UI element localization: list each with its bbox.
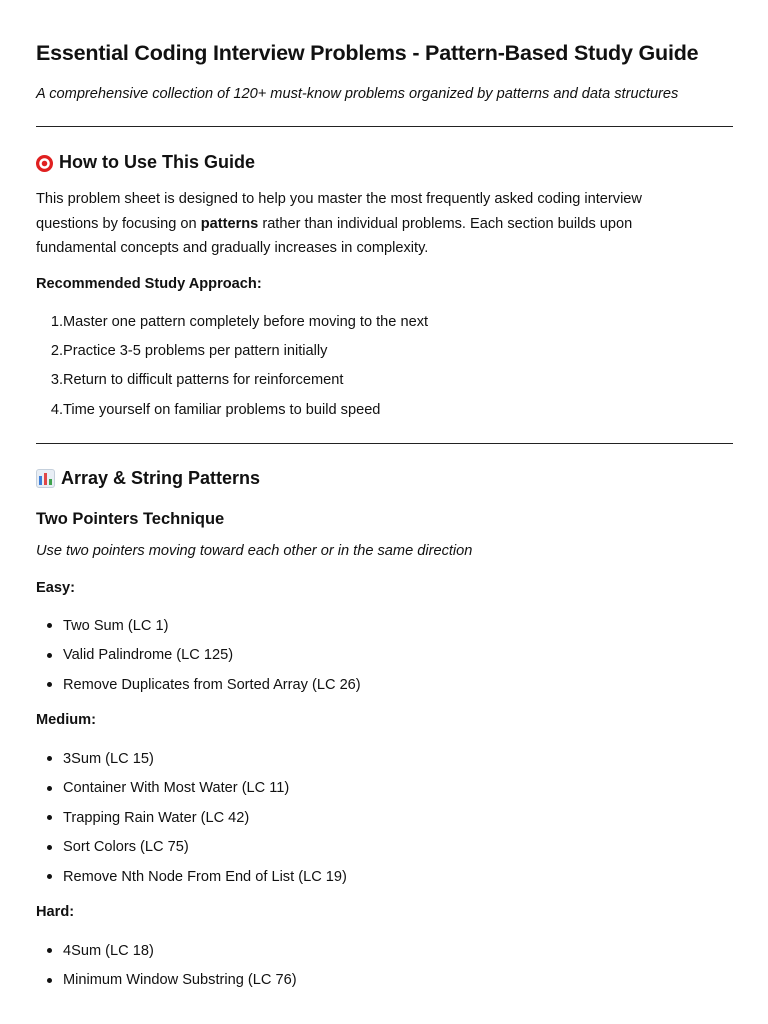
list-item: Remove Nth Node From End of List (LC 19) xyxy=(36,862,347,892)
step-text: Practice 3-5 problems per pattern initially xyxy=(63,342,328,359)
list-item: Valid Palindrome (LC 125) xyxy=(36,641,361,671)
step-number: 4. xyxy=(50,401,63,418)
step-text: Time yourself on familiar problems to build speed xyxy=(63,401,381,418)
hard-problem-list xyxy=(36,936,297,995)
step-number: 3. xyxy=(50,372,63,389)
study-steps-list xyxy=(36,307,428,424)
bar-chart-icon xyxy=(36,469,55,488)
list-item: Sort Colors (LC 75) xyxy=(36,833,347,863)
list-item: 4Sum (LC 18) xyxy=(36,936,297,966)
page-subtitle: A comprehensive collection of 120+ must-know problems organized by patterns and data structures xyxy=(36,86,679,102)
medium-label: Medium: xyxy=(36,712,96,728)
list-item: Minimum Window Substring (LC 76) xyxy=(36,966,297,996)
easy-label: Easy: xyxy=(36,580,75,596)
section-heading-how-to xyxy=(36,152,255,173)
hard-label: Hard: xyxy=(36,904,75,920)
intro-text-bold: patterns xyxy=(200,215,259,232)
list-item: Two Sum (LC 1) xyxy=(36,611,361,641)
step-text: Master one pattern completely before moving to the next xyxy=(63,313,429,330)
intro-text-start: This problem sheet is designed to help you master the most frequently asked coding interview questions by focusing on xyxy=(36,191,642,232)
list-item xyxy=(36,307,428,336)
direct-hit-target-icon xyxy=(36,155,53,172)
step-number: 1. xyxy=(50,313,63,330)
list-item xyxy=(36,395,428,424)
list-item: Remove Duplicates from Sorted Array (LC 26) xyxy=(36,670,361,700)
intro-text-end: rather than individual problems. Each section builds upon fundamental concepts and gradually increases in complexity. xyxy=(36,215,633,256)
section-heading-how-to-text: How to Use This Guide xyxy=(59,152,256,172)
intro-paragraph xyxy=(36,187,696,261)
divider xyxy=(36,443,733,444)
list-item: Trapping Rain Water (LC 42) xyxy=(36,803,347,833)
list-item xyxy=(36,366,428,395)
step-number: 2. xyxy=(50,342,63,359)
list-item xyxy=(36,336,428,365)
technique-description: Use two pointers moving toward each other or in the same direction xyxy=(36,543,473,559)
medium-problem-list xyxy=(36,744,347,892)
list-item: Container With Most Water (LC 11) xyxy=(36,774,347,804)
divider xyxy=(36,126,733,127)
section-heading-array-string xyxy=(36,468,260,489)
technique-heading: Two Pointers Technique xyxy=(36,510,225,528)
page-title: Essential Coding Interview Problems - Pattern-Based Study Guide xyxy=(36,41,699,65)
section-heading-array-string-text: Array & String Patterns xyxy=(61,468,261,488)
step-text: Return to difficult patterns for reinforcement xyxy=(63,372,344,389)
study-approach-label: Recommended Study Approach: xyxy=(36,276,262,292)
list-item: 3Sum (LC 15) xyxy=(36,744,347,774)
easy-problem-list xyxy=(36,611,361,700)
